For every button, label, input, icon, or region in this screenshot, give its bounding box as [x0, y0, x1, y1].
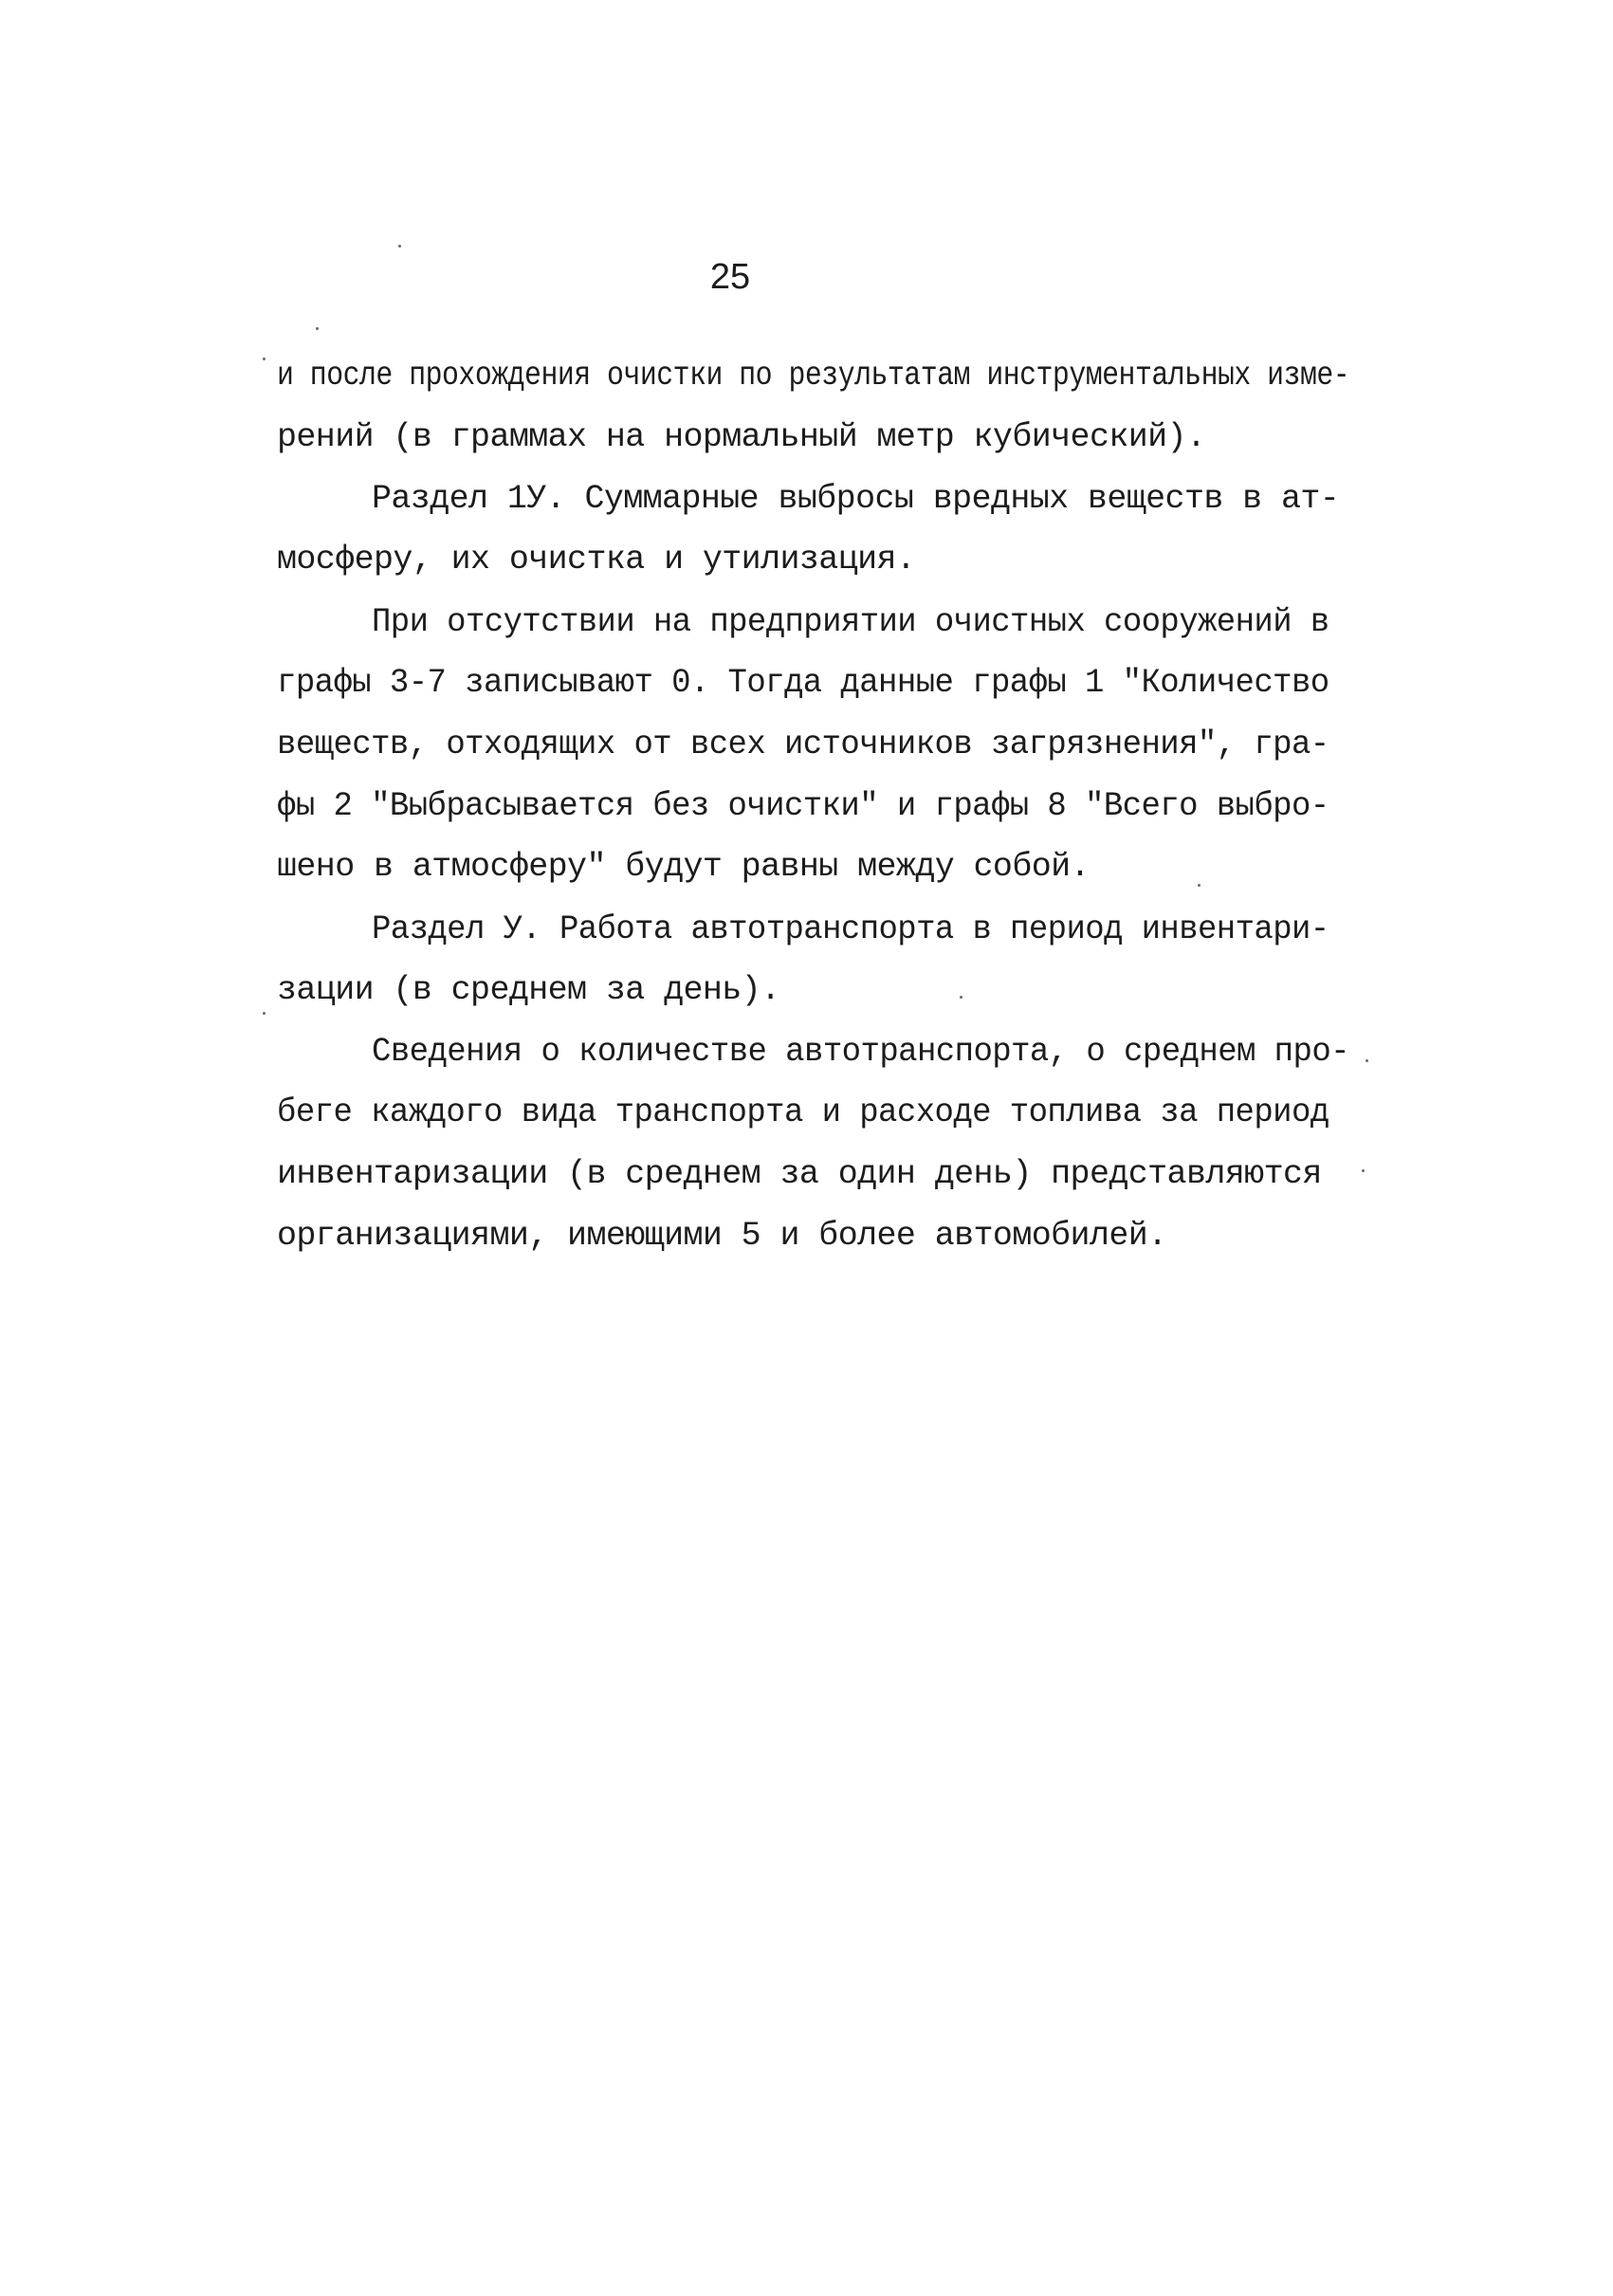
- text-line-10: Раздел У. Работа автотранспорта в период инвентари-: [372, 910, 1329, 948]
- text-line-13: беге каждого вида транспорта и расходе топлива за период: [277, 1093, 1329, 1131]
- text-line-7: веществ, отходящих от всех источников загрязнения", гра-: [277, 726, 1329, 763]
- page-number: 25: [709, 257, 751, 297]
- scan-speck: [263, 1012, 266, 1015]
- scan-speck: [316, 327, 319, 330]
- scan-speck: [398, 245, 401, 248]
- text-line-14: инвентаризации (в среднем за один день) представляются: [277, 1155, 1322, 1193]
- scan-speck: [960, 996, 962, 999]
- text-line-3: Раздел 1У. Суммарные выбросы вредных веществ в ат-: [372, 480, 1340, 518]
- text-line-12: Сведения о количестве автотранспорта, о среднем про-: [372, 1033, 1349, 1071]
- text-line-4: мосферу, их очистка и утилизация.: [277, 541, 916, 579]
- text-line-9: шено в атмосферу" будут равны между собой.: [277, 848, 1090, 886]
- scan-speck: [1362, 1169, 1365, 1172]
- scan-speck: [1198, 884, 1201, 887]
- scan-speck: [1366, 1059, 1368, 1062]
- text-line-6: графы 3-7 записывают 0. Тогда данные графы 1 "Количество: [277, 664, 1329, 702]
- scan-speck: [263, 358, 266, 360]
- text-line-15: организациями, имеющими 5 и более автомобилей.: [277, 1217, 1167, 1255]
- text-line-11: зации (в среднем за день).: [277, 971, 780, 1009]
- text-line-8: фы 2 "Выбрасывается без очистки" и графы 8 "Всего выбро-: [277, 787, 1329, 825]
- text-line-5: При отсутствии на предприятии очистных сооружений в: [372, 603, 1329, 641]
- text-line-2: рений (в граммах на нормальный метр кубический).: [277, 418, 1206, 456]
- text-line-1: и после прохождения очистки по результатам инструментальных изме-: [277, 357, 1350, 395]
